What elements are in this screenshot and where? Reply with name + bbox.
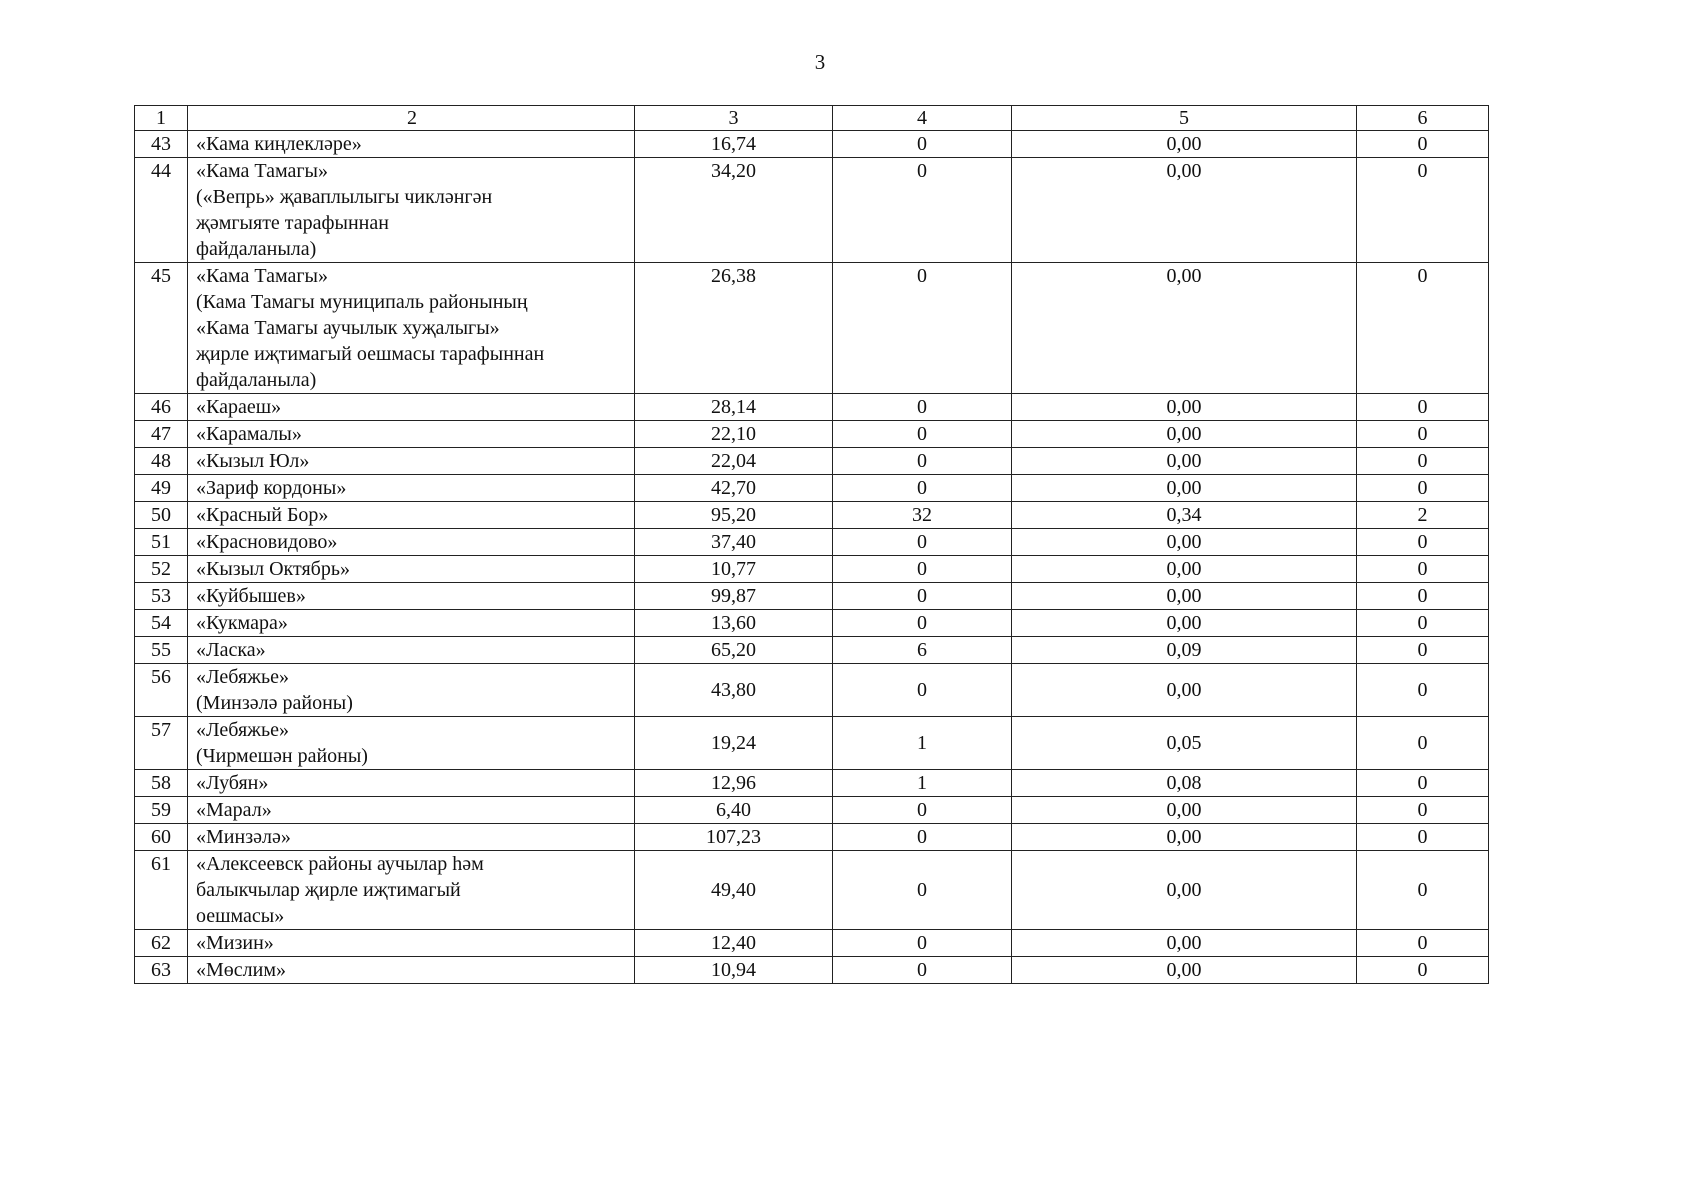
- row-col-6-cell: 2: [1357, 502, 1489, 529]
- row-name-line: җирле иҗтимагый оешмасы тарафыннан: [196, 343, 545, 365]
- row-col-4-cell: 0: [833, 131, 1012, 158]
- row-name-cell: [188, 930, 635, 957]
- row-col-5-cell: 0,08: [1012, 770, 1357, 797]
- row-col-6-cell: 0: [1357, 529, 1489, 556]
- row-col-5-cell: 0,00: [1012, 583, 1357, 610]
- row-col-3-cell: 16,74: [635, 131, 833, 158]
- page-number: 3: [814, 50, 826, 74]
- row-col-5-cell: 0,00: [1012, 664, 1357, 717]
- row-col-6-cell: 0: [1357, 394, 1489, 421]
- row-number-cell: 55: [135, 637, 188, 664]
- table-row: [135, 529, 1489, 556]
- row-col-3-cell: 12,96: [635, 770, 833, 797]
- row-col-4-cell: 0: [833, 556, 1012, 583]
- row-name-cell: [188, 131, 635, 158]
- row-col-5-cell: 0,00: [1012, 263, 1357, 394]
- row-name-cell: [188, 421, 635, 448]
- row-col-3-cell: 42,70: [635, 475, 833, 502]
- row-col-6-cell: 0: [1357, 556, 1489, 583]
- row-name-cell: [188, 717, 635, 770]
- row-name-line: (Кама Тамагы муниципаль районының: [196, 291, 528, 313]
- row-col-6-cell: 0: [1357, 421, 1489, 448]
- row-name-cell: [188, 583, 635, 610]
- row-name-line: «Лебяжье»: [196, 719, 289, 741]
- table-row: [135, 502, 1489, 529]
- row-col-6-cell: 0: [1357, 637, 1489, 664]
- header-col-1: 1: [135, 106, 188, 131]
- table-row: [135, 583, 1489, 610]
- row-name-cell: [188, 770, 635, 797]
- row-col-3-cell: 34,20: [635, 158, 833, 263]
- row-col-6-cell: 0: [1357, 770, 1489, 797]
- row-col-4-cell: 0: [833, 394, 1012, 421]
- table-row: [135, 158, 1489, 263]
- row-number-cell: 53: [135, 583, 188, 610]
- row-name-line: «Кама киңлекләре»: [196, 133, 362, 155]
- row-col-3-cell: 19,24: [635, 717, 833, 770]
- row-col-4-cell: 0: [833, 448, 1012, 475]
- row-name-line: «Карамалы»: [196, 423, 302, 445]
- row-col-5-cell: 0,34: [1012, 502, 1357, 529]
- row-col-5-cell: 0,05: [1012, 717, 1357, 770]
- row-col-4-cell: 0: [833, 529, 1012, 556]
- row-number-cell: 57: [135, 717, 188, 770]
- row-col-3-cell: 22,04: [635, 448, 833, 475]
- row-col-6-cell: 0: [1357, 263, 1489, 394]
- row-name-line: «Зариф кордоны»: [196, 477, 347, 499]
- row-number-cell: 48: [135, 448, 188, 475]
- row-col-5-cell: 0,00: [1012, 957, 1357, 984]
- row-name-cell: [188, 637, 635, 664]
- row-col-4-cell: 0: [833, 824, 1012, 851]
- row-name-line: («Вепрь» җаваплылыгы чикләнгән: [196, 186, 493, 208]
- row-number-cell: 58: [135, 770, 188, 797]
- header-col-4: 4: [833, 106, 1012, 131]
- row-col-6-cell: 0: [1357, 930, 1489, 957]
- row-col-3-cell: 10,77: [635, 556, 833, 583]
- row-name-line: «Алексеевск районы аучылар һәм: [196, 853, 484, 875]
- row-col-3-cell: 13,60: [635, 610, 833, 637]
- header-col-6: 6: [1357, 106, 1489, 131]
- row-col-3-cell: 107,23: [635, 824, 833, 851]
- row-col-6-cell: 0: [1357, 797, 1489, 824]
- row-col-5-cell: 0,00: [1012, 394, 1357, 421]
- row-name-cell: [188, 448, 635, 475]
- row-name-line: (Минзәлә районы): [196, 692, 353, 714]
- row-col-4-cell: 1: [833, 770, 1012, 797]
- table-row: [135, 664, 1489, 717]
- row-name-line: балыкчылар җирле иҗтимагый: [196, 879, 461, 901]
- row-col-3-cell: 95,20: [635, 502, 833, 529]
- row-col-5-cell: 0,00: [1012, 475, 1357, 502]
- row-name-line: «Красновидово»: [196, 531, 338, 553]
- row-name-cell: [188, 610, 635, 637]
- row-col-4-cell: 6: [833, 637, 1012, 664]
- row-name-line: файдаланыла): [196, 238, 317, 260]
- row-col-6-cell: 0: [1357, 664, 1489, 717]
- row-col-5-cell: 0,00: [1012, 797, 1357, 824]
- row-name-line: җәмгыяте тарафыннан: [196, 212, 389, 234]
- row-col-4-cell: 0: [833, 851, 1012, 930]
- table-row: [135, 957, 1489, 984]
- row-col-4-cell: 0: [833, 583, 1012, 610]
- row-number-cell: 61: [135, 851, 188, 930]
- row-number-cell: 47: [135, 421, 188, 448]
- row-name-line: «Лебяжье»: [196, 666, 289, 688]
- table-row: [135, 824, 1489, 851]
- row-col-3-cell: 37,40: [635, 529, 833, 556]
- table-row: [135, 851, 1489, 930]
- row-number-cell: 43: [135, 131, 188, 158]
- row-name-line: «Ласка»: [196, 639, 266, 661]
- row-col-4-cell: 0: [833, 957, 1012, 984]
- row-col-3-cell: 49,40: [635, 851, 833, 930]
- row-number-cell: 60: [135, 824, 188, 851]
- row-name-line: «Кызыл Октябрь»: [196, 558, 350, 580]
- table-body: [135, 106, 1489, 984]
- row-name-cell: [188, 502, 635, 529]
- row-col-5-cell: 0,00: [1012, 158, 1357, 263]
- row-name-cell: [188, 957, 635, 984]
- table-row: [135, 131, 1489, 158]
- row-col-6-cell: 0: [1357, 851, 1489, 930]
- row-number-cell: 50: [135, 502, 188, 529]
- row-number-cell: 52: [135, 556, 188, 583]
- header-col-2: 2: [188, 106, 635, 131]
- row-col-4-cell: 0: [833, 421, 1012, 448]
- row-col-6-cell: 0: [1357, 583, 1489, 610]
- row-name-line: «Кама Тамагы аучылык хуҗалыгы»: [196, 317, 500, 339]
- row-name-cell: [188, 529, 635, 556]
- table-row: [135, 930, 1489, 957]
- row-col-4-cell: 1: [833, 717, 1012, 770]
- table-row: [135, 475, 1489, 502]
- table-row: [135, 556, 1489, 583]
- table-row: [135, 610, 1489, 637]
- row-col-6-cell: 0: [1357, 475, 1489, 502]
- table-row: [135, 770, 1489, 797]
- row-number-cell: 63: [135, 957, 188, 984]
- row-col-3-cell: 12,40: [635, 930, 833, 957]
- row-name-line: «Лубян»: [196, 772, 269, 794]
- row-name-line: (Чирмешән районы): [196, 745, 368, 767]
- row-col-4-cell: 0: [833, 664, 1012, 717]
- row-name-cell: [188, 475, 635, 502]
- row-name-line: «Мизин»: [196, 932, 274, 954]
- row-col-3-cell: 43,80: [635, 664, 833, 717]
- row-col-5-cell: 0,00: [1012, 824, 1357, 851]
- row-col-4-cell: 0: [833, 263, 1012, 394]
- row-col-3-cell: 10,94: [635, 957, 833, 984]
- row-col-5-cell: 0,00: [1012, 610, 1357, 637]
- row-col-4-cell: 0: [833, 797, 1012, 824]
- row-name-cell: [188, 851, 635, 930]
- row-col-3-cell: 26,38: [635, 263, 833, 394]
- table-row: [135, 263, 1489, 394]
- table-row: [135, 394, 1489, 421]
- table-header-row: [135, 106, 1489, 131]
- row-number-cell: 62: [135, 930, 188, 957]
- row-name-cell: [188, 158, 635, 263]
- row-col-4-cell: 0: [833, 930, 1012, 957]
- row-name-cell: [188, 263, 635, 394]
- row-col-5-cell: 0,00: [1012, 529, 1357, 556]
- header-col-5: 5: [1012, 106, 1357, 131]
- table-row: [135, 421, 1489, 448]
- table-row: [135, 637, 1489, 664]
- row-name-line: «Кукмара»: [196, 612, 288, 634]
- row-name-line: оешмасы»: [196, 905, 285, 927]
- row-number-cell: 56: [135, 664, 188, 717]
- row-number-cell: 59: [135, 797, 188, 824]
- row-col-4-cell: 0: [833, 158, 1012, 263]
- row-name-cell: [188, 824, 635, 851]
- row-col-3-cell: 6,40: [635, 797, 833, 824]
- row-name-line: «Куйбышев»: [196, 585, 306, 607]
- row-name-cell: [188, 797, 635, 824]
- row-col-6-cell: 0: [1357, 448, 1489, 475]
- row-col-3-cell: 28,14: [635, 394, 833, 421]
- row-col-6-cell: 0: [1357, 610, 1489, 637]
- row-name-line: «Красный Бор»: [196, 504, 329, 526]
- data-table: [134, 105, 1489, 984]
- row-col-5-cell: 0,09: [1012, 637, 1357, 664]
- row-col-6-cell: 0: [1357, 824, 1489, 851]
- row-name-line: «Марал»: [196, 799, 272, 821]
- row-number-cell: 49: [135, 475, 188, 502]
- row-col-6-cell: 0: [1357, 957, 1489, 984]
- row-col-5-cell: 0,00: [1012, 556, 1357, 583]
- row-name-line: «Кызыл Юл»: [196, 450, 310, 472]
- row-col-6-cell: 0: [1357, 131, 1489, 158]
- row-name-line: «Минзәлә»: [196, 826, 291, 848]
- row-col-4-cell: 32: [833, 502, 1012, 529]
- header-col-3: 3: [635, 106, 833, 131]
- row-name-cell: [188, 556, 635, 583]
- row-col-6-cell: 0: [1357, 158, 1489, 263]
- row-col-5-cell: 0,00: [1012, 421, 1357, 448]
- row-col-6-cell: 0: [1357, 717, 1489, 770]
- row-col-3-cell: 65,20: [635, 637, 833, 664]
- row-name-line: файдаланыла): [196, 369, 317, 391]
- row-col-5-cell: 0,00: [1012, 851, 1357, 930]
- row-col-5-cell: 0,00: [1012, 131, 1357, 158]
- row-col-4-cell: 0: [833, 610, 1012, 637]
- row-col-3-cell: 22,10: [635, 421, 833, 448]
- row-number-cell: 45: [135, 263, 188, 394]
- row-number-cell: 54: [135, 610, 188, 637]
- row-name-line: «Кама Тамагы»: [196, 160, 328, 182]
- table-row: [135, 797, 1489, 824]
- row-col-5-cell: 0,00: [1012, 930, 1357, 957]
- row-number-cell: 46: [135, 394, 188, 421]
- row-name-cell: [188, 394, 635, 421]
- row-col-5-cell: 0,00: [1012, 448, 1357, 475]
- table-row: [135, 717, 1489, 770]
- row-name-cell: [188, 664, 635, 717]
- row-name-line: «Мөслим»: [196, 959, 286, 981]
- table-row: [135, 448, 1489, 475]
- row-number-cell: 44: [135, 158, 188, 263]
- row-number-cell: 51: [135, 529, 188, 556]
- row-name-line: «Караеш»: [196, 396, 282, 418]
- row-name-line: «Кама Тамагы»: [196, 265, 328, 287]
- row-col-4-cell: 0: [833, 475, 1012, 502]
- row-col-3-cell: 99,87: [635, 583, 833, 610]
